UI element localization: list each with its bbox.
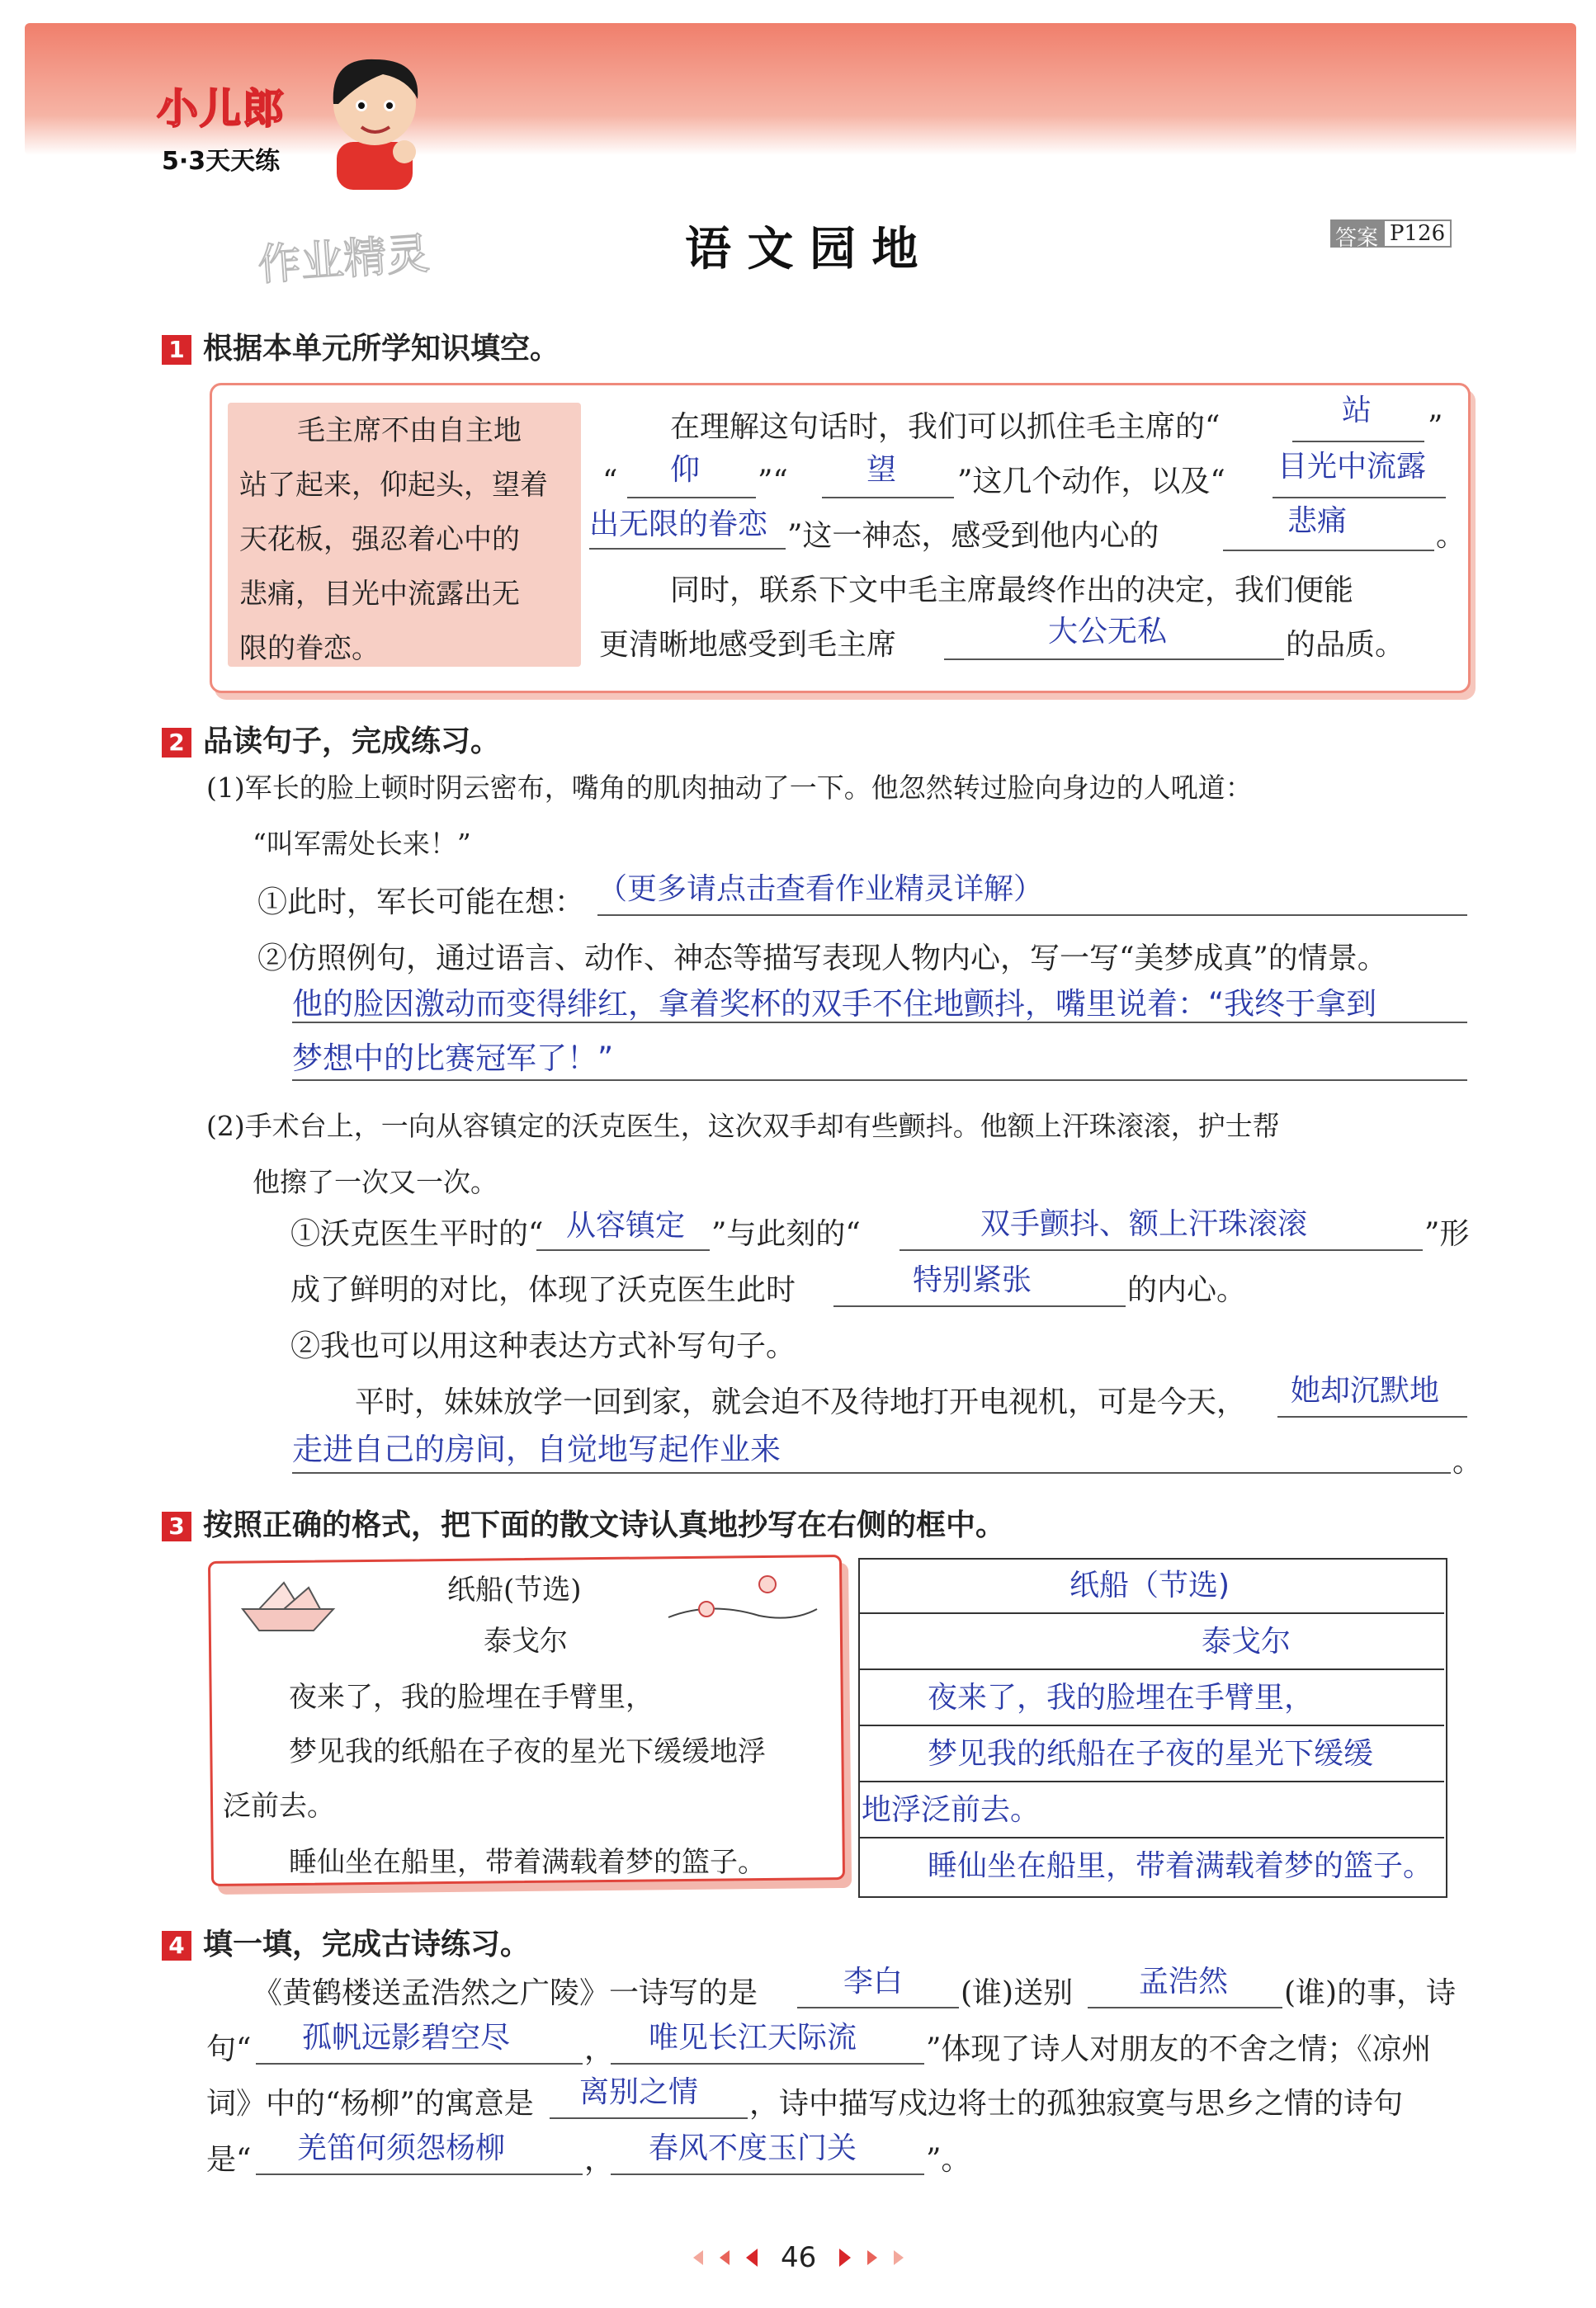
q4-prompt-text: 填一填，完成古诗练习。 [203, 1928, 531, 1961]
q1-text: ”“ [758, 465, 788, 498]
blank [1292, 441, 1424, 442]
q2-text: 他擦了一次又一次。 [253, 1166, 498, 1198]
blank [589, 548, 786, 550]
blank [822, 497, 954, 498]
q4-text: 是“ [206, 2143, 252, 2177]
answer-text: 目光中流露 [1277, 450, 1427, 484]
blank [597, 914, 1467, 916]
blank [627, 497, 756, 498]
flower-icon [660, 1568, 825, 1634]
q2-text: (1)军长的脸上顿时阴云密布，嘴角的肌肉抽动了一下。他忽然转过脸向身边的人吼道： [206, 772, 1253, 804]
copy-line: 泰戈尔 [1202, 1625, 1291, 1659]
answer-text: 大公无私 [1048, 615, 1168, 649]
brand-series: 5·3天天练 [162, 147, 281, 176]
q2-text: ②我也可以用这种表达方式补写句子。 [290, 1329, 796, 1363]
q3-number: 3 [162, 1512, 191, 1541]
prev-arrows-icon [682, 2245, 764, 2270]
blank [1273, 497, 1446, 498]
blank [1277, 1416, 1467, 1418]
answer-text: 望 [866, 453, 897, 487]
answer-text: 站 [1342, 394, 1372, 427]
q2-text: “叫军需处长来！” [253, 828, 471, 860]
copy-line: 地浮泛前去。 [862, 1793, 1041, 1827]
q1-quote-line: 限的眷恋。 [239, 632, 380, 665]
page-number: 46 [781, 2241, 817, 2274]
answer-text: 唯见长江天际流 [649, 2021, 857, 2055]
q2-text: ①此时，军长可能在想： [257, 885, 585, 919]
mascot-icon [322, 50, 429, 190]
q4-text: ”体现了诗人对朋友的不舍之情；《凉州 [926, 2032, 1432, 2066]
q2-prompt [162, 718, 500, 760]
poem-line: 夜来了，我的脸埋在手臂里， [289, 1681, 654, 1714]
q4-prompt [162, 1921, 530, 1963]
q1-text: “ [602, 465, 618, 498]
page-footer [682, 2241, 915, 2274]
copy-line: 梦见我的纸船在子夜的星光下缓缓 [928, 1737, 1374, 1771]
blank [1088, 2007, 1282, 2008]
brand-logo [157, 76, 286, 135]
q2-text: ①沃克医生平时的“ [290, 1217, 544, 1251]
answer-text: 双手颤抖、额上汗珠滚滚 [980, 1207, 1308, 1241]
answer-text: 从容镇定 [566, 1209, 686, 1243]
q1-text: ” [1428, 410, 1443, 444]
q2-text: (2)手术台上，一向从容镇定的沃克医生，这次双手却有些颤抖。他额上汗珠滚滚，护士帮 [206, 1110, 1280, 1142]
answer-badge [1330, 219, 1452, 251]
answer-text: 孟浩然 [1139, 1965, 1229, 1999]
q1-quote-line: 站了起来，仰起头，望着 [239, 469, 548, 502]
answer-text: 出无限的眷恋 [589, 507, 768, 541]
q1-quote-line: 天花板，强忍着心中的 [239, 523, 520, 556]
page-title: 语 文 园 地 [685, 223, 918, 276]
answer-text: 他的脸因激动而变得绯红，拿着奖杯的双手不住地颤抖，嘴里说着：“我终于拿到 [292, 986, 1377, 1022]
q4-number: 4 [162, 1931, 191, 1961]
q2-text: 的内心。 [1127, 1273, 1247, 1307]
q1-prompt-text: 根据本单元所学知识填空。 [203, 332, 560, 366]
q4-text: 《黄鹤楼送孟浩然之广陵》一诗写的是 [253, 1976, 758, 2010]
q3-prompt [162, 1502, 1005, 1544]
q4-text: 句“ [206, 2032, 252, 2066]
poem-line: 睡仙坐在船里，带着满载着梦的篮子。 [289, 1846, 766, 1879]
blank [256, 2173, 583, 2175]
answer-text: 羌笛何须怨杨柳 [297, 2131, 506, 2165]
blank [900, 1249, 1423, 1251]
answer-text: 仰 [670, 453, 701, 487]
q4-text: (谁)送别 [961, 1976, 1074, 2010]
q4-text: 词》中的“杨柳”的寓意是 [206, 2087, 534, 2121]
q4-text: ， [584, 2032, 615, 2066]
q2-text: ”形 [1424, 1217, 1470, 1251]
poem-line: 梦见我的纸船在子夜的星光下缓缓地浮 [289, 1735, 766, 1768]
next-arrows-icon [833, 2245, 915, 2270]
blank [944, 658, 1284, 660]
answer-text: 特别紧张 [913, 1263, 1032, 1297]
answer-text: 悲痛 [1287, 504, 1348, 538]
answer-text: （更多请点击查看作业精灵详解） [597, 872, 1044, 906]
answer-text: 她却沉默地 [1291, 1374, 1440, 1408]
watermark: 作业精灵 [256, 229, 432, 291]
q1-text: 在理解这句话时，我们可以抓住毛主席的“ [670, 410, 1221, 444]
q1-text: 更清晰地感受到毛主席 [599, 628, 897, 662]
q2-text: 。 [1452, 1445, 1483, 1479]
answer-text: 梦想中的比赛冠军了！” [292, 1041, 614, 1076]
answer-label: 答案 [1330, 219, 1383, 248]
q4-text: (谁)的事，诗 [1284, 1976, 1457, 2010]
q4-text: ”。 [926, 2143, 971, 2177]
q1-number: 1 [162, 335, 191, 365]
q4-text: ，诗中描写戍边将士的孤独寂寞与思乡之情的诗句 [749, 2087, 1404, 2121]
poem-title: 纸船(节选) [447, 1574, 582, 1607]
copy-line: 睡仙坐在船里，带着满载着梦的篮子。 [928, 1849, 1433, 1883]
q1-quote-line: 悲痛，目光中流露出无 [239, 578, 520, 611]
q1-quote-line: 毛主席不由自主地 [297, 414, 522, 447]
q1-prompt [162, 325, 560, 367]
poem-line: 泛前去。 [223, 1790, 335, 1823]
blank [611, 2063, 924, 2065]
q1-text: 的品质。 [1286, 628, 1405, 662]
copy-row [858, 1614, 1444, 1670]
blank [292, 1472, 1451, 1474]
blank [797, 2007, 959, 2008]
q2-number: 2 [162, 728, 191, 758]
paper-boat-icon [234, 1576, 342, 1634]
q2-prompt-text: 品读句子，完成练习。 [203, 724, 501, 758]
q2-text: ”与此刻的“ [711, 1217, 861, 1251]
answer-text: 春风不度玉门关 [649, 2131, 857, 2165]
q3-prompt-text: 按照正确的格式，把下面的散文诗认真地抄写在右侧的框中。 [203, 1508, 1006, 1542]
copy-line: 纸船（节选) [1070, 1569, 1230, 1602]
answer-text: 李白 [843, 1965, 904, 1999]
blank [292, 1079, 1467, 1081]
q1-text: 同时，联系下文中毛主席最终作出的决定，我们便能 [670, 573, 1354, 607]
blank [833, 1305, 1126, 1307]
blank [611, 2173, 924, 2175]
q1-text: 。 [1436, 519, 1466, 553]
answer-text: 孤帆远影碧空尽 [302, 2021, 511, 2055]
blank [1223, 550, 1434, 551]
answer-page: P126 [1383, 219, 1452, 248]
answer-text: 离别之情 [579, 2075, 699, 2109]
poem-author: 泰戈尔 [484, 1625, 568, 1658]
q2-text: ②仿照例句，通过语言、动作、神态等描写表现人物内心，写一写“美梦成真”的情景。 [257, 942, 1387, 975]
q2-text: 平时，妹妹放学一回到家，就会迫不及待地打开电视机，可是今天， [355, 1385, 1247, 1419]
q1-text: ”这一神态，感受到他内心的 [787, 519, 1159, 553]
answer-text: 走进自己的房间，自觉地写起作业来 [292, 1432, 781, 1467]
blank [536, 1249, 710, 1251]
brand-name: 小儿郎 [157, 85, 286, 133]
q4-text: ， [584, 2143, 615, 2177]
blank [256, 2063, 583, 2065]
q1-text: ”这几个动作，以及“ [957, 465, 1225, 498]
blank [550, 2117, 748, 2119]
copy-line: 夜来了，我的脸埋在手臂里， [928, 1681, 1315, 1715]
q2-text: 成了鲜明的对比，体现了沃克医生此时 [290, 1273, 796, 1307]
blank [292, 1022, 1467, 1023]
